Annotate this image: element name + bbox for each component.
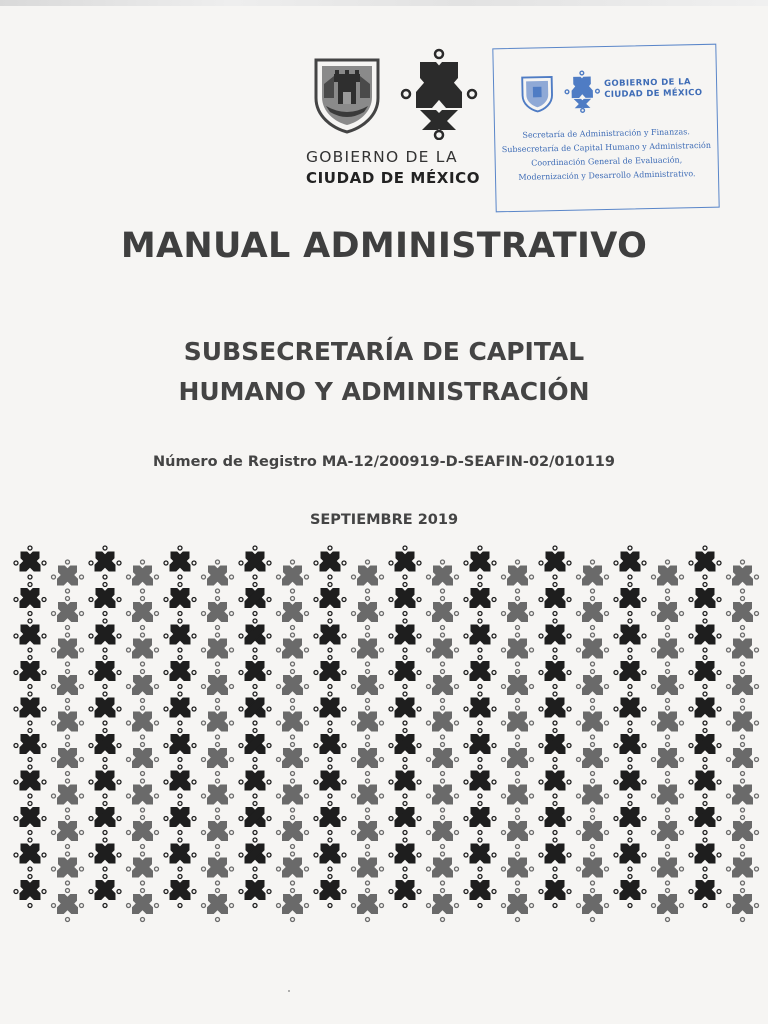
- pattern-glyph-icon: [277, 670, 309, 703]
- pattern-glyph-icon: [352, 889, 384, 922]
- pattern-glyph-icon: [277, 743, 309, 776]
- pattern-glyph-icon: [127, 670, 159, 703]
- pattern-glyph-icon: [89, 802, 121, 835]
- stamp-cdmx-glyph-icon: [564, 69, 601, 114]
- pattern-glyph-icon: [577, 743, 609, 776]
- pattern-glyph-icon: [614, 619, 646, 652]
- pattern-glyph-icon: [277, 852, 309, 885]
- pattern-glyph-icon: [202, 816, 234, 849]
- pattern-glyph-icon: [614, 875, 646, 908]
- pattern-glyph-icon: [314, 765, 346, 798]
- pattern-glyph-icon: [202, 560, 234, 593]
- pattern-glyph-icon: [427, 597, 459, 630]
- pattern-glyph-icon: [727, 779, 759, 812]
- pattern-glyph-icon: [652, 779, 684, 812]
- pattern-glyph-icon: [502, 889, 534, 922]
- pattern-glyph-icon: [314, 802, 346, 835]
- pattern-glyph-icon: [202, 597, 234, 630]
- pattern-glyph-icon: [689, 765, 721, 798]
- pattern-glyph-icon: [52, 889, 84, 922]
- pattern-glyph-icon: [689, 838, 721, 871]
- cdmx-logo: [306, 48, 484, 188]
- pattern-glyph-icon: [502, 816, 534, 849]
- pattern-glyph-icon: [352, 560, 384, 593]
- pattern-glyph-icon: [127, 816, 159, 849]
- pattern-glyph-icon: [239, 546, 271, 579]
- pattern-glyph-icon: [277, 597, 309, 630]
- pattern-glyph-icon: [352, 597, 384, 630]
- pattern-glyph-icon: [577, 852, 609, 885]
- pattern-glyph-icon: [652, 706, 684, 739]
- scan-speck: [288, 990, 290, 992]
- pattern-glyph-icon: [52, 816, 84, 849]
- pattern-glyph-icon: [202, 670, 234, 703]
- pattern-glyph-icon: [727, 670, 759, 703]
- pattern-glyph-icon: [652, 597, 684, 630]
- pattern-glyph-icon: [689, 729, 721, 762]
- pattern-glyph-icon: [314, 656, 346, 689]
- pattern-glyph-icon: [14, 656, 46, 689]
- pattern-glyph-icon: [464, 583, 496, 616]
- pattern-glyph-icon: [352, 779, 384, 812]
- document-subtitle: [0, 332, 768, 412]
- pattern-glyph-icon: [14, 875, 46, 908]
- pattern-glyph-icon: [352, 706, 384, 739]
- pattern-glyph-icon: [577, 706, 609, 739]
- pattern-glyph-icon: [314, 875, 346, 908]
- pattern-glyph-icon: [389, 729, 421, 762]
- pattern-glyph-icon: [389, 583, 421, 616]
- pattern-glyph-icon: [89, 619, 121, 652]
- pattern-glyph-icon: [314, 729, 346, 762]
- pattern-glyph-icon: [239, 692, 271, 725]
- pattern-glyph-icon: [689, 802, 721, 835]
- pattern-glyph-icon: [689, 656, 721, 689]
- pattern-glyph-icon: [202, 852, 234, 885]
- pattern-glyph-icon: [202, 889, 234, 922]
- pattern-glyph-icon: [464, 619, 496, 652]
- pattern-glyph-icon: [277, 633, 309, 666]
- pattern-glyph-icon: [52, 852, 84, 885]
- pattern-glyph-icon: [127, 633, 159, 666]
- logo-line-1: GOBIERNO DE LA: [306, 148, 458, 166]
- decorative-glyph-pattern: [12, 540, 762, 925]
- pattern-glyph-icon: [239, 875, 271, 908]
- pattern-glyph-icon: [614, 546, 646, 579]
- pattern-glyph-icon: [389, 802, 421, 835]
- pattern-glyph-icon: [14, 692, 46, 725]
- pattern-glyph-icon: [539, 692, 571, 725]
- pattern-glyph-icon: [539, 765, 571, 798]
- pattern-glyph-icon: [314, 546, 346, 579]
- pattern-glyph-icon: [464, 765, 496, 798]
- pattern-glyph-icon: [127, 889, 159, 922]
- pattern-glyph-icon: [614, 692, 646, 725]
- pattern-glyph-icon: [727, 633, 759, 666]
- pattern-glyph-icon: [614, 729, 646, 762]
- stamp-line: Subsecretaría de Capital Humano y Administración: [501, 140, 712, 155]
- pattern-glyph-icon: [14, 546, 46, 579]
- subtitle-line-1: SUBSECRETARÍA DE CAPITAL: [183, 337, 585, 366]
- pattern-glyph-icon: [689, 619, 721, 652]
- pattern-glyph-icon: [314, 619, 346, 652]
- pattern-glyph-icon: [427, 670, 459, 703]
- pattern-glyph-icon: [689, 692, 721, 725]
- pattern-glyph-icon: [52, 779, 84, 812]
- pattern-glyph-icon: [164, 583, 196, 616]
- pattern-glyph-icon: [539, 838, 571, 871]
- pattern-glyph-icon: [427, 633, 459, 666]
- pattern-glyph-icon: [202, 743, 234, 776]
- pattern-glyph-icon: [52, 633, 84, 666]
- pattern-glyph-icon: [239, 619, 271, 652]
- stamp-line: Modernización y Desarrollo Administrativo.: [518, 169, 696, 182]
- pattern-glyph-icon: [614, 802, 646, 835]
- pattern-glyph-icon: [352, 743, 384, 776]
- pattern-glyph-icon: [389, 838, 421, 871]
- pattern-glyph-icon: [652, 852, 684, 885]
- pattern-glyph-icon: [464, 875, 496, 908]
- pattern-glyph-icon: [689, 583, 721, 616]
- pattern-glyph-icon: [577, 597, 609, 630]
- pattern-glyph-icon: [652, 889, 684, 922]
- pattern-glyph-icon: [389, 875, 421, 908]
- pattern-glyph-icon: [389, 619, 421, 652]
- pattern-glyph-icon: [464, 838, 496, 871]
- pattern-glyph-icon: [89, 765, 121, 798]
- pattern-glyph-icon: [427, 779, 459, 812]
- pattern-glyph-icon: [427, 560, 459, 593]
- pattern-glyph-icon: [202, 779, 234, 812]
- pattern-glyph-icon: [52, 706, 84, 739]
- pattern-glyph-icon: [652, 560, 684, 593]
- pattern-glyph-icon: [89, 546, 121, 579]
- pattern-glyph-icon: [164, 692, 196, 725]
- pattern-glyph-icon: [164, 838, 196, 871]
- pattern-glyph-icon: [314, 692, 346, 725]
- pattern-glyph-icon: [539, 802, 571, 835]
- pattern-glyph-icon: [352, 852, 384, 885]
- cdmx-glyph-icon: [400, 48, 478, 140]
- pattern-glyph-icon: [502, 560, 534, 593]
- pattern-glyph-icon: [239, 765, 271, 798]
- pattern-glyph-icon: [689, 875, 721, 908]
- pattern-glyph-icon: [277, 560, 309, 593]
- document-title: MANUAL ADMINISTRATIVO: [120, 226, 648, 266]
- pattern-glyph-icon: [277, 816, 309, 849]
- pattern-glyph-icon: [539, 729, 571, 762]
- pattern-glyph-icon: [727, 597, 759, 630]
- pattern-glyph-icon: [89, 729, 121, 762]
- pattern-glyph-icon: [539, 875, 571, 908]
- pattern-glyph-icon: [164, 729, 196, 762]
- pattern-glyph-icon: [464, 729, 496, 762]
- stamp-text: [499, 125, 714, 185]
- pattern-glyph-icon: [427, 889, 459, 922]
- pattern-glyph-icon: [652, 743, 684, 776]
- pattern-glyph-icon: [727, 852, 759, 885]
- pattern-glyph-icon: [314, 583, 346, 616]
- pattern-glyph-icon: [502, 670, 534, 703]
- pattern-glyph-icon: [539, 583, 571, 616]
- pattern-glyph-icon: [427, 706, 459, 739]
- pattern-glyph-icon: [539, 546, 571, 579]
- pattern-glyph-icon: [14, 802, 46, 835]
- pattern-glyph-icon: [389, 692, 421, 725]
- pattern-glyph-icon: [689, 546, 721, 579]
- pattern-glyph-icon: [427, 743, 459, 776]
- pattern-glyph-icon: [89, 838, 121, 871]
- pattern-glyph-icon: [239, 583, 271, 616]
- pattern-glyph-icon: [14, 729, 46, 762]
- pattern-glyph-icon: [727, 706, 759, 739]
- pattern-glyph-icon: [164, 656, 196, 689]
- pattern-glyph-icon: [727, 889, 759, 922]
- stamp-line: Coordinación General de Evaluación,: [531, 155, 683, 168]
- pattern-glyph-icon: [52, 597, 84, 630]
- pattern-glyph-icon: [277, 779, 309, 812]
- pattern-glyph-icon: [464, 546, 496, 579]
- stamp-coat-of-arms-icon: [520, 74, 555, 113]
- pattern-glyph-icon: [239, 802, 271, 835]
- pattern-glyph-icon: [727, 743, 759, 776]
- pattern-glyph-icon: [652, 670, 684, 703]
- pattern-glyph-icon: [89, 656, 121, 689]
- pattern-glyph-icon: [577, 816, 609, 849]
- pattern-glyph-icon: [127, 852, 159, 885]
- pattern-glyph-icon: [389, 546, 421, 579]
- pattern-glyph-icon: [89, 875, 121, 908]
- pattern-glyph-icon: [202, 706, 234, 739]
- pattern-glyph-icon: [614, 765, 646, 798]
- pattern-glyph-icon: [239, 729, 271, 762]
- pattern-glyph-icon: [14, 838, 46, 871]
- registration-stamp: [492, 44, 719, 213]
- pattern-glyph-icon: [352, 633, 384, 666]
- pattern-glyph-icon: [502, 706, 534, 739]
- coat-of-arms-icon: [312, 54, 382, 134]
- pattern-glyph-icon: [89, 692, 121, 725]
- pattern-glyph-icon: [164, 802, 196, 835]
- pattern-glyph-icon: [577, 560, 609, 593]
- pattern-glyph-icon: [277, 889, 309, 922]
- pattern-glyph-icon: [427, 852, 459, 885]
- pattern-glyph-icon: [502, 779, 534, 812]
- pattern-glyph-icon: [727, 560, 759, 593]
- pattern-glyph-icon: [89, 583, 121, 616]
- pattern-glyph-icon: [52, 670, 84, 703]
- pattern-glyph-icon: [14, 583, 46, 616]
- pattern-glyph-icon: [314, 838, 346, 871]
- pattern-glyph-icon: [652, 816, 684, 849]
- pattern-glyph-icon: [164, 619, 196, 652]
- stamp-line: Secretaría de Administración y Finanzas.: [522, 127, 690, 140]
- pattern-glyph-icon: [127, 706, 159, 739]
- pattern-glyph-icon: [502, 597, 534, 630]
- pattern-glyph-icon: [464, 656, 496, 689]
- document-date: SEPTIEMBRE 2019: [309, 512, 459, 528]
- pattern-glyph-icon: [127, 743, 159, 776]
- pattern-glyph-icon: [352, 670, 384, 703]
- subtitle-line-2: HUMANO Y ADMINISTRACIÓN: [178, 377, 590, 406]
- pattern-glyph-icon: [464, 802, 496, 835]
- pattern-glyph-icon: [539, 656, 571, 689]
- pattern-glyph-icon: [577, 670, 609, 703]
- pattern-glyph-icon: [502, 852, 534, 885]
- pattern-glyph-icon: [352, 816, 384, 849]
- pattern-glyph-icon: [577, 633, 609, 666]
- pattern-glyph-icon: [127, 560, 159, 593]
- pattern-glyph-icon: [389, 765, 421, 798]
- pattern-glyph-icon: [127, 597, 159, 630]
- logo-line-2: CIUDAD DE MÉXICO: [306, 169, 481, 187]
- pattern-glyph-icon: [539, 619, 571, 652]
- pattern-glyph-icon: [577, 889, 609, 922]
- pattern-glyph-icon: [464, 692, 496, 725]
- registry-number: Número de Registro MA-12/200919-D-SEAFIN-02/010119: [153, 454, 615, 470]
- pattern-glyph-icon: [164, 765, 196, 798]
- pattern-glyph-icon: [277, 706, 309, 739]
- pattern-glyph-icon: [239, 838, 271, 871]
- stamp-gov-line-2: CIUDAD DE MÉXICO: [604, 87, 703, 101]
- pattern-glyph-icon: [427, 816, 459, 849]
- pattern-glyph-icon: [614, 583, 646, 616]
- stamp-gov-line-1: GOBIERNO DE LA: [603, 77, 692, 90]
- scan-top-edge: [0, 0, 768, 6]
- pattern-glyph-icon: [14, 619, 46, 652]
- pattern-glyph-icon: [389, 656, 421, 689]
- pattern-glyph-icon: [502, 743, 534, 776]
- pattern-glyph-icon: [164, 875, 196, 908]
- pattern-glyph-icon: [202, 633, 234, 666]
- pattern-glyph-icon: [14, 765, 46, 798]
- pattern-glyph-icon: [164, 546, 196, 579]
- pattern-glyph-icon: [52, 560, 84, 593]
- pattern-glyph-icon: [727, 816, 759, 849]
- pattern-glyph-icon: [577, 779, 609, 812]
- pattern-glyph-icon: [614, 656, 646, 689]
- pattern-glyph-icon: [239, 656, 271, 689]
- pattern-glyph-icon: [127, 779, 159, 812]
- pattern-glyph-icon: [614, 838, 646, 871]
- pattern-glyph-icon: [502, 633, 534, 666]
- pattern-glyph-icon: [52, 743, 84, 776]
- pattern-glyph-icon: [652, 633, 684, 666]
